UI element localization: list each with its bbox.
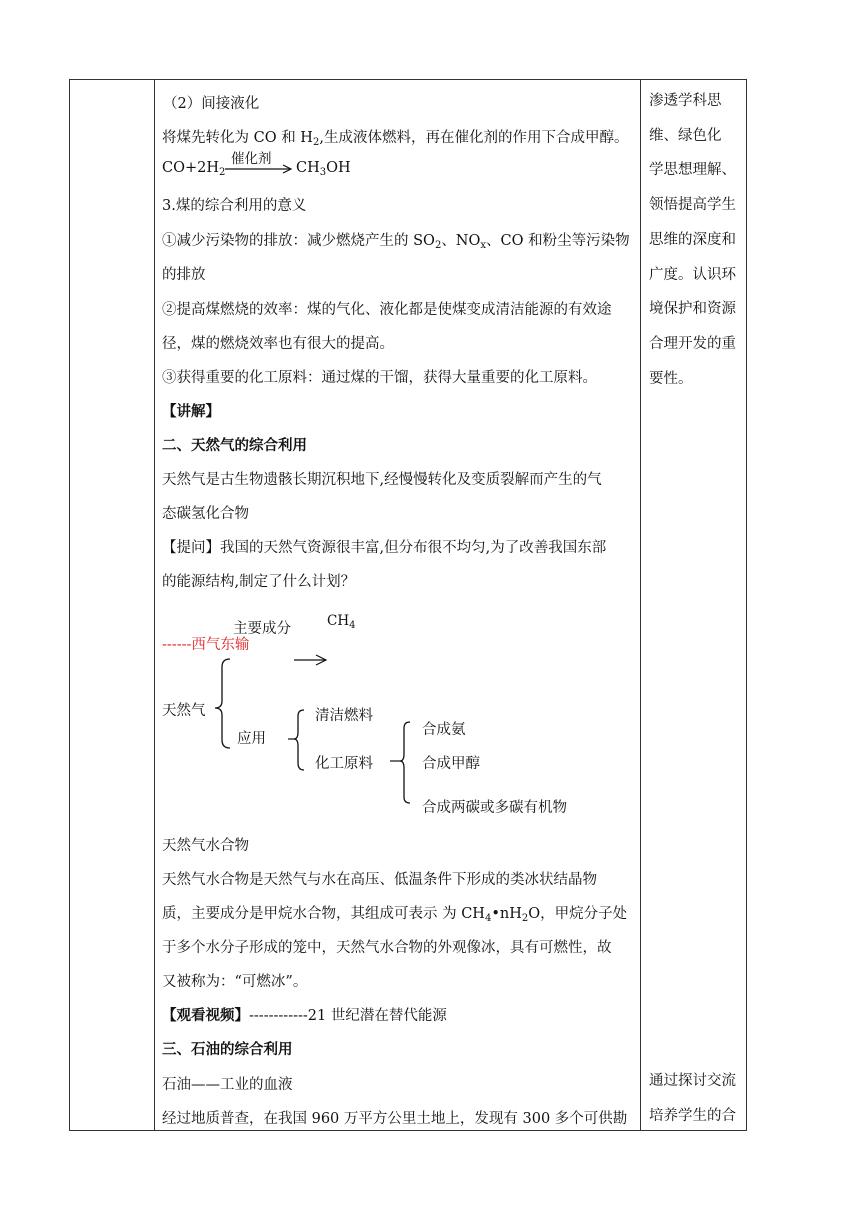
equation-left: $CO+2H_2$ [162, 160, 226, 178]
section-label: 【讲解】 [162, 403, 220, 420]
text-line: 的能源结构,制定了什么计划？ [162, 574, 356, 590]
text-line: 天然气水合物 [162, 838, 249, 854]
diagram-ch4: $CH_4$ [327, 613, 356, 631]
diagram-chem-material: 化工原料 [315, 756, 373, 772]
text-line: 【提问】我国的天然气资源很丰富,但分布很不均匀,为了改善我国东部 [162, 540, 607, 556]
diagram-c2-organics: 合成两碳或多碳有机物 [422, 800, 567, 816]
text-line: 石油——工业的血液 [162, 1077, 293, 1093]
diagram-ammonia: 合成氨 [422, 722, 466, 738]
side-notes-2: 通过探讨交流 培养学生的合 [649, 1073, 736, 1124]
equation-catalyst: 催化剂 [231, 151, 272, 167]
lesson-table [69, 79, 747, 1131]
text-line: 天然气是古生物遗骸长期沉积地下,经慢慢转化及变质裂解而产生的气 [162, 472, 602, 488]
diagram-main-component: 主要成分 [233, 621, 291, 637]
text-line: 【观看视频】------------21 世纪潜在替代能源 [162, 1007, 447, 1024]
text-line: （2）间接液化 [163, 96, 260, 112]
diagram-methanol: 合成甲醇 [422, 756, 480, 772]
equation-right: $CH_3OH$ [296, 160, 351, 178]
diagram-root: 天然气 [162, 703, 206, 719]
text-line: 将煤先转化为 CO 和 $H_2$,生成液体燃料，再在催化剂的作用下合成甲醇。 [162, 130, 629, 148]
side-notes-1: 渗透学科思 维、绿色化 学思想理解、 领悟提高学生 思维的深度和 广度。认识环 境保护和资源 合理开发的重 要性。 [649, 93, 736, 387]
diagram-clean-fuel: 清洁燃料 [315, 708, 373, 724]
text-line: 3.煤的综合利用的意义 [162, 198, 307, 214]
text-line: 径，煤的燃烧效率也有很大的提高。 [162, 336, 394, 352]
text-line: 态碳氢化合物 [162, 506, 249, 522]
diagram-use: 应用 [237, 731, 266, 747]
text-line: ③获得重要的化工原料：通过煤的干馏，获得大量重要的化工原料。 [162, 370, 597, 386]
diagram-west-east-gas: ------西气东输 [162, 637, 250, 653]
text-line: 于多个水分子形成的笼中，天然气水合物的外观像冰，具有可燃性，故 [162, 940, 612, 956]
section-heading: 三、石油的综合利用 [162, 1041, 293, 1058]
text-line: 的排放 [162, 267, 206, 283]
text-line: 天然气水合物是天然气与水在高压、低温条件下形成的类冰状结晶物 [162, 872, 597, 888]
text-line: 又被称为：“可燃冰”。 [162, 974, 308, 990]
text-line: 经过地质普查，在我国 960 万平方公里土地上，发现有 300 多个可供勘 [162, 1111, 628, 1127]
section-heading: 二、天然气的综合利用 [162, 437, 307, 454]
text-line: 质，主要成分是甲烷水合物，其组成可表示 为 $CH_4•nH_2O$，甲烷分子处 [162, 906, 628, 924]
text-line: ②提高煤燃烧的效率：煤的气化、液化都是使煤变成清洁能源的有效途 [162, 302, 612, 318]
text-line: ①减少污染物的排放：减少燃烧产生的 $SO_2$、$NO_x$、CO 和粉尘等污染物 [162, 233, 630, 251]
